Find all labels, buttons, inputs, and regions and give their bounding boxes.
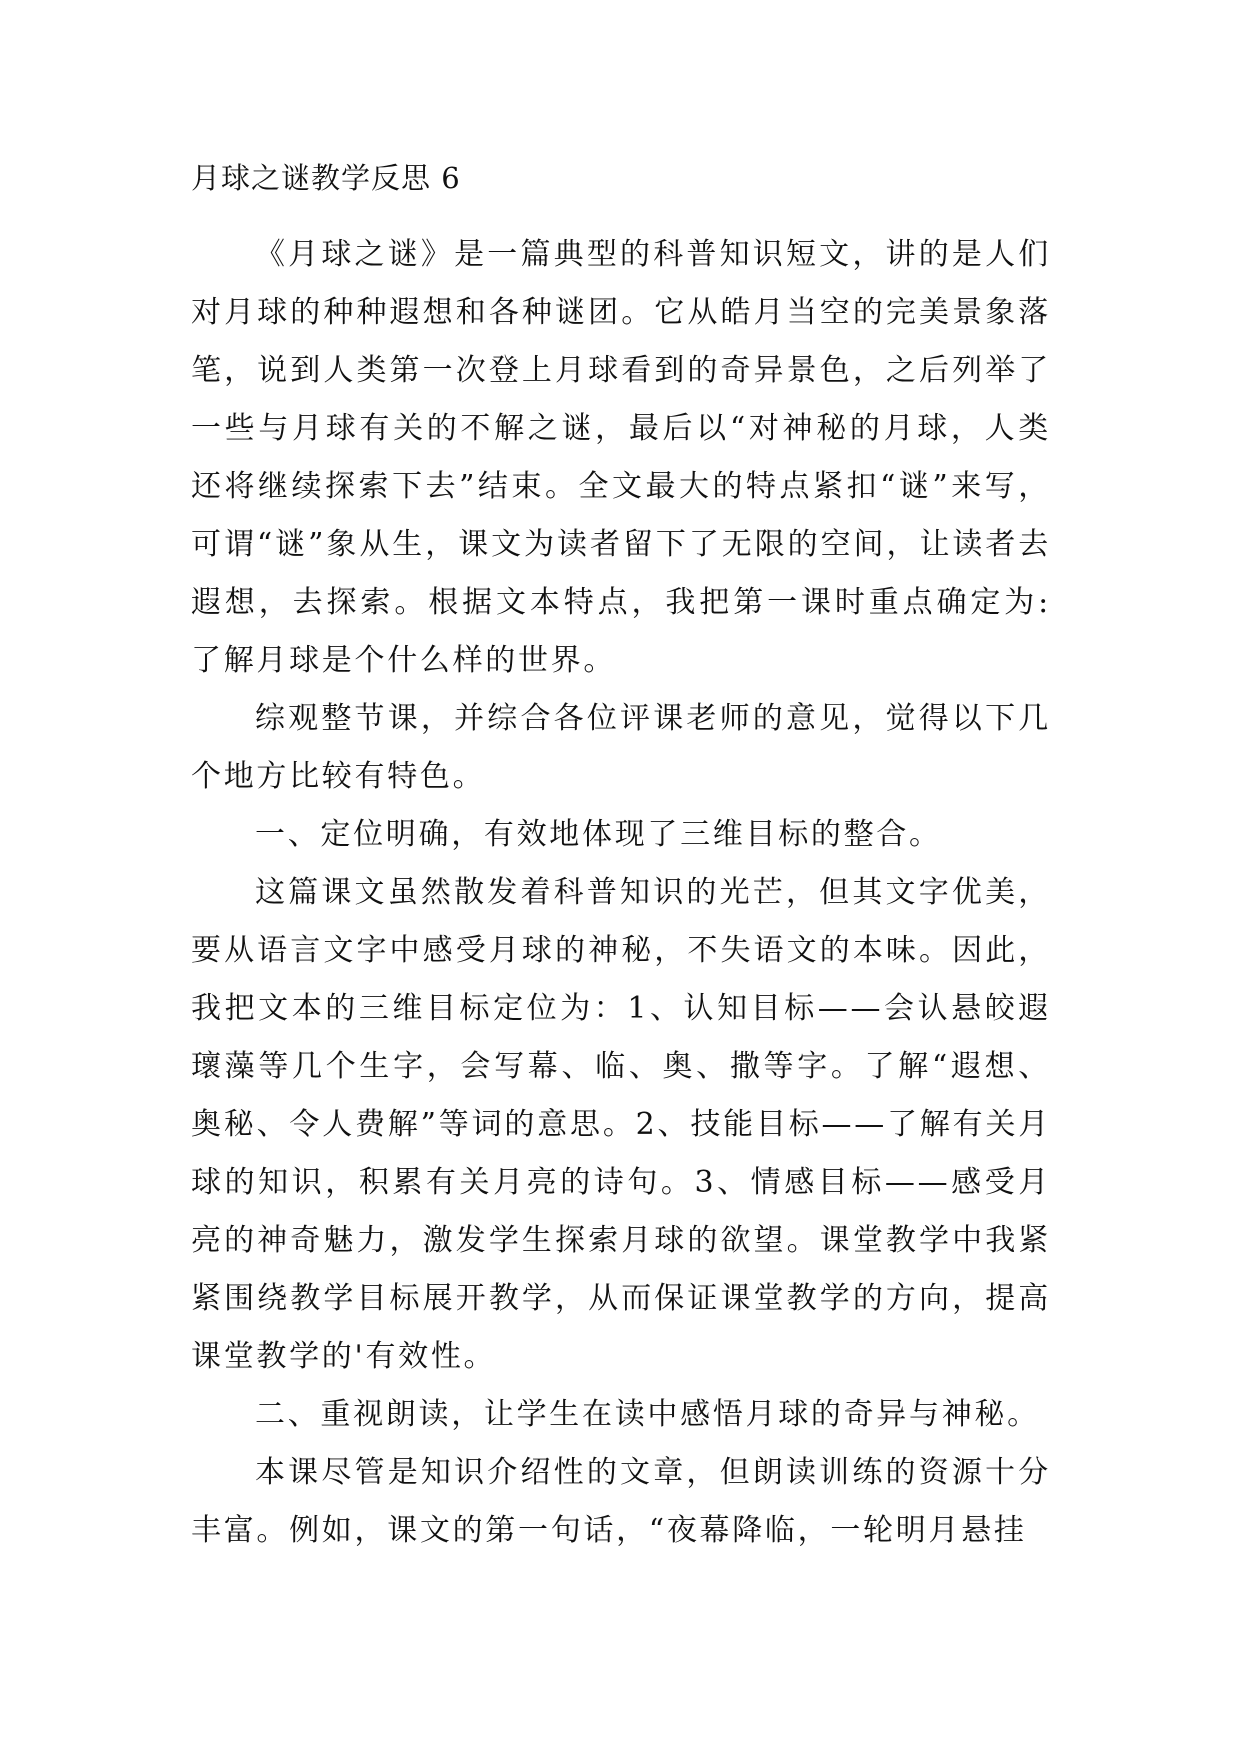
paragraph-intro: 《月球之谜》是一篇典型的科普知识短文，讲的是人们对月球的种种遐想和各种谜团。它从皓月当空的完美景象落笔，说到人类第一次登上月球看到的奇异景色，之后列举了一些与月球有关的不解之谜，最后以“对神秘的月球，人类还将继续探索下去”结束。全文最大的特点紧扣“谜”来写，可谓“谜”象从生，课文为读者留下了无限的空间，让读者去遐想，去探索。根据文本特点，我把第一课时重点确定为:了解月球是个什么样的世界。 xyxy=(191,237,1051,678)
paragraph-goals: 这篇课文虽然散发着科普知识的光芒，但其文字优美，要从语言文字中感受月球的神秘，不失语文的本味。因此，我把文本的三维目标定位为：1、认知目标——会认悬皎遐瓌藻等几个生字，会写幕、临、奥、撒等字。了解“遐想、奥秘、令人费解”等词的意思。2、技能目标——了解有关月球的知识，积累有关月亮的诗句。3、情感目标——感受月亮的神奇魅力，激发学生探索月球的欲望。课堂教学中我紧紧围绕教学目标展开教学，从而保证课堂教学的方向，提高课堂教学的'有效性。 xyxy=(191,875,1051,1374)
paragraph-overview: 综观整节课，并综合各位评课老师的意见，觉得以下几个地方比较有特色。 xyxy=(191,701,1051,794)
paragraph-reading: 本课尽管是知识介绍性的文章，但朗读训练的资源十分丰富。例如，课文的第一句话，“夜幕降临，一轮明月悬挂 xyxy=(191,1455,1051,1548)
document-body xyxy=(191,160,1051,1560)
section-heading-2: 二、重视朗读，让学生在读中感悟月球的奇异与神秘。 xyxy=(255,1397,1040,1432)
section-heading-1: 一、定位明确，有效地体现了三维目标的整合。 xyxy=(255,817,942,852)
document-title: 月球之谜教学反思 6 xyxy=(191,161,461,195)
